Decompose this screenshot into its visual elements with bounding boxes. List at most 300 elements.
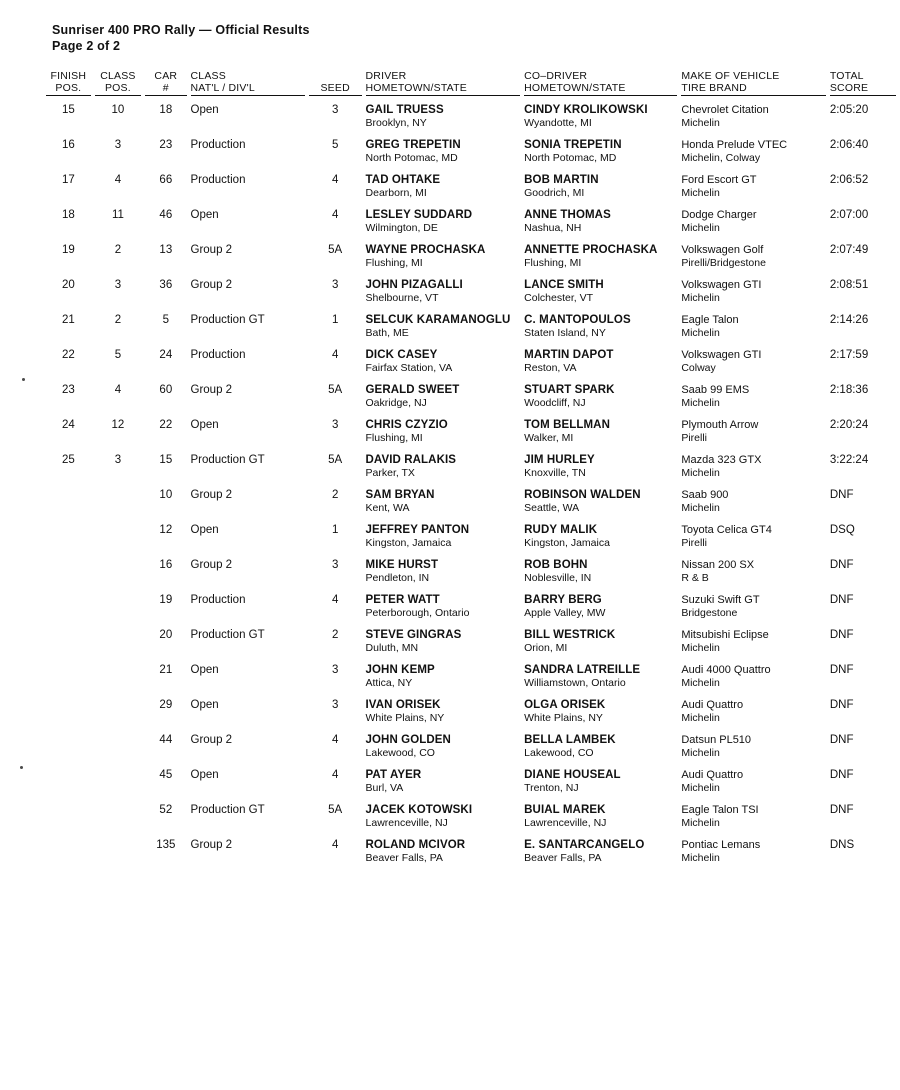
column-header-total-score: TOTAL SCORE <box>830 70 900 97</box>
tire-brand: Michelin <box>681 712 720 724</box>
class-pos-value: 3 <box>114 279 122 291</box>
tire-brand: Michelin <box>681 292 720 304</box>
cell-class <box>191 760 309 795</box>
cell-total-score <box>830 655 900 690</box>
cell-car-number <box>145 235 190 270</box>
vehicle-make: Suzuki Swift GT <box>681 594 760 606</box>
cell-codriver <box>524 270 681 305</box>
seed-value: 5A <box>328 804 343 816</box>
cell-total-score <box>830 620 900 655</box>
tire-brand: Pirelli <box>681 432 707 444</box>
cell-class <box>191 97 309 130</box>
cell-total-score <box>830 725 900 760</box>
cell-codriver <box>524 830 681 865</box>
car-number-value: 15 <box>159 454 173 466</box>
table-row <box>46 130 900 165</box>
cell-class <box>191 340 309 375</box>
column-header-class-pos: CLASS POS. <box>95 70 145 97</box>
cell-total-score <box>830 445 900 480</box>
driver-name: JOHN KEMP <box>365 664 435 676</box>
cell-car-number <box>145 130 190 165</box>
car-number-value: 19 <box>159 594 173 606</box>
total-score-value: 2:14:26 <box>829 314 869 326</box>
cell-make <box>681 340 830 375</box>
seed-value: 4 <box>331 349 339 361</box>
cell-class <box>191 690 309 725</box>
car-number-value: 135 <box>156 839 176 851</box>
cell-driver <box>366 375 525 410</box>
driver-name: LESLEY SUDDARD <box>365 209 473 221</box>
table-row <box>46 305 900 340</box>
table-row <box>46 340 900 375</box>
vehicle-make: Datsun PL510 <box>681 734 752 746</box>
cell-make <box>681 830 830 865</box>
driver-name: JEFFREY PANTON <box>365 524 470 536</box>
class-pos-value: 2 <box>114 314 122 326</box>
finish-pos-value: 18 <box>61 209 75 221</box>
cell-codriver <box>524 410 681 445</box>
cell-seed <box>309 97 366 130</box>
cell-codriver <box>524 445 681 480</box>
cell-codriver <box>524 655 681 690</box>
driver-hometown: Kent, WA <box>365 502 410 514</box>
tire-brand: Michelin <box>681 852 720 864</box>
driver-hometown: Shelbourne, VT <box>365 292 439 304</box>
cell-driver <box>366 550 525 585</box>
table-row <box>46 515 900 550</box>
car-number-value: 36 <box>159 279 173 291</box>
driver-hometown: Parker, TX <box>365 467 415 479</box>
cell-finish-pos <box>46 585 95 620</box>
total-score-value: DNF <box>829 734 854 746</box>
cell-make <box>681 235 830 270</box>
vehicle-make: Saab 900 <box>681 489 729 501</box>
cell-class-pos <box>95 375 145 410</box>
cell-class-pos <box>95 200 145 235</box>
cell-make <box>681 550 830 585</box>
codriver-name: ROB BOHN <box>524 559 588 571</box>
cell-make <box>681 200 830 235</box>
cell-finish-pos <box>46 97 95 130</box>
vehicle-make: Pontiac Lemans <box>681 839 761 851</box>
codriver-hometown: Flushing, MI <box>524 257 582 269</box>
cell-make <box>681 585 830 620</box>
cell-car-number <box>145 445 190 480</box>
table-row <box>46 270 900 305</box>
cell-finish-pos <box>46 725 95 760</box>
finish-pos-value: 22 <box>61 349 75 361</box>
car-number-value: 10 <box>159 489 173 501</box>
tire-brand: Pirelli/Bridgestone <box>681 257 766 269</box>
seed-value: 5A <box>328 454 343 466</box>
tire-brand: Michelin <box>681 117 720 129</box>
seed-value: 5A <box>328 244 343 256</box>
car-number-value: 16 <box>159 559 173 571</box>
codriver-name: ANNE THOMAS <box>524 209 611 221</box>
total-score-value: DNF <box>829 559 854 571</box>
codriver-name: CINDY KROLIKOWSKI <box>524 104 648 116</box>
codriver-name: JIM HURLEY <box>524 454 595 466</box>
cell-finish-pos <box>46 200 95 235</box>
driver-name: IVAN ORISEK <box>365 699 441 711</box>
cell-total-score <box>830 200 900 235</box>
codriver-name: ANNETTE PROCHASKA <box>524 244 658 256</box>
driver-name: JOHN PIZAGALLI <box>365 279 463 291</box>
cell-class-pos <box>95 305 145 340</box>
total-score-value: DNF <box>829 804 854 816</box>
class-pos-value: 12 <box>111 419 125 431</box>
total-score-value: 2:20:24 <box>829 419 869 431</box>
table-header <box>46 70 900 97</box>
table-row <box>46 200 900 235</box>
cell-car-number <box>145 725 190 760</box>
car-number-value: 46 <box>159 209 173 221</box>
table-row <box>46 760 900 795</box>
codriver-hometown: Walker, MI <box>524 432 574 444</box>
cell-driver <box>366 515 525 550</box>
cell-codriver <box>524 795 681 830</box>
cell-finish-pos <box>46 655 95 690</box>
vehicle-make: Audi 4000 Quattro <box>681 664 771 676</box>
column-header-car-number: CAR # <box>145 70 190 97</box>
cell-make <box>681 620 830 655</box>
class-value: Open <box>190 104 219 116</box>
driver-hometown: Flushing, MI <box>365 432 423 444</box>
cell-driver <box>366 445 525 480</box>
codriver-hometown: Wyandotte, MI <box>524 117 592 129</box>
class-pos-value: 5 <box>114 349 122 361</box>
seed-value: 1 <box>331 524 339 536</box>
class-value: Production GT <box>190 314 265 326</box>
cell-make <box>681 655 830 690</box>
cell-class-pos <box>95 760 145 795</box>
class-value: Production GT <box>190 804 265 816</box>
driver-name: JACEK KOTOWSKI <box>365 804 473 816</box>
seed-value: 2 <box>331 629 339 641</box>
table-row <box>46 480 900 515</box>
car-number-value: 5 <box>162 314 170 326</box>
tire-brand: Michelin <box>681 467 720 479</box>
driver-hometown: Peterborough, Ontario <box>365 607 470 619</box>
cell-total-score <box>830 585 900 620</box>
car-number-value: 60 <box>159 384 173 396</box>
cell-codriver <box>524 585 681 620</box>
finish-pos-value: 17 <box>61 174 75 186</box>
cell-make <box>681 97 830 130</box>
page-title <box>52 22 310 54</box>
class-value: Production <box>190 174 246 186</box>
cell-seed <box>309 585 366 620</box>
class-pos-value: 3 <box>114 139 122 151</box>
seed-value: 2 <box>331 489 339 501</box>
finish-pos-value: 19 <box>61 244 75 256</box>
driver-hometown: Burl, VA <box>365 782 404 794</box>
table-row <box>46 410 900 445</box>
cell-make <box>681 690 830 725</box>
tire-brand: Michelin <box>681 817 720 829</box>
table-row <box>46 550 900 585</box>
cell-class <box>191 235 309 270</box>
class-value: Open <box>190 524 219 536</box>
seed-value: 3 <box>331 559 339 571</box>
total-score-value: 2:08:51 <box>829 279 869 291</box>
vehicle-make: Volkswagen GTI <box>681 279 762 291</box>
cell-car-number <box>145 655 190 690</box>
cell-seed <box>309 655 366 690</box>
cell-finish-pos <box>46 795 95 830</box>
cell-driver <box>366 480 525 515</box>
cell-driver <box>366 620 525 655</box>
codriver-hometown: Nashua, NH <box>524 222 582 234</box>
cell-class <box>191 410 309 445</box>
cell-class <box>191 130 309 165</box>
driver-name: WAYNE PROCHASKA <box>365 244 486 256</box>
car-number-value: 12 <box>159 524 173 536</box>
vehicle-make: Audi Quattro <box>681 769 744 781</box>
class-value: Group 2 <box>190 559 233 571</box>
cell-seed <box>309 795 366 830</box>
codriver-hometown: Woodcliff, NJ <box>524 397 586 409</box>
cell-seed <box>309 725 366 760</box>
cell-make <box>681 725 830 760</box>
total-score-value: 2:05:20 <box>829 104 869 116</box>
cell-car-number <box>145 550 190 585</box>
seed-value: 5A <box>328 384 343 396</box>
cell-total-score <box>830 235 900 270</box>
class-value: Open <box>190 419 219 431</box>
vehicle-make: Eagle Talon <box>681 314 739 326</box>
cell-class-pos <box>95 830 145 865</box>
codriver-hometown: Beaver Falls, PA <box>524 852 602 864</box>
tire-brand: Michelin <box>681 502 720 514</box>
cell-car-number <box>145 760 190 795</box>
cell-finish-pos <box>46 515 95 550</box>
cell-codriver <box>524 515 681 550</box>
table-row <box>46 375 900 410</box>
codriver-hometown: Lakewood, CO <box>524 747 594 759</box>
class-value: Group 2 <box>190 734 233 746</box>
driver-hometown: North Potomac, MD <box>365 152 458 164</box>
codriver-hometown: White Plains, NY <box>524 712 603 724</box>
codriver-hometown: Trenton, NJ <box>524 782 579 794</box>
cell-car-number <box>145 830 190 865</box>
driver-hometown: Wilmington, DE <box>365 222 438 234</box>
cell-class <box>191 550 309 585</box>
cell-class <box>191 585 309 620</box>
codriver-hometown: Seattle, WA <box>524 502 580 514</box>
driver-hometown: Dearborn, MI <box>365 187 427 199</box>
vehicle-make: Saab 99 EMS <box>681 384 750 396</box>
codriver-name: ROBINSON WALDEN <box>524 489 641 501</box>
page-label: Page 2 of 2 <box>52 39 121 53</box>
cell-codriver <box>524 550 681 585</box>
tire-brand: Michelin <box>681 397 720 409</box>
class-value: Open <box>190 769 219 781</box>
codriver-hometown: Orion, MI <box>524 642 568 654</box>
table-row <box>46 165 900 200</box>
codriver-hometown: Apple Valley, MW <box>524 607 606 619</box>
cell-total-score <box>830 165 900 200</box>
cell-class-pos <box>95 725 145 760</box>
driver-hometown: Attica, NY <box>365 677 413 689</box>
cell-class-pos <box>95 130 145 165</box>
cell-class-pos <box>95 515 145 550</box>
cell-total-score <box>830 690 900 725</box>
cell-codriver <box>524 340 681 375</box>
cell-car-number <box>145 340 190 375</box>
cell-driver <box>366 305 525 340</box>
cell-make <box>681 165 830 200</box>
vehicle-make: Honda Prelude VTEC <box>681 139 788 151</box>
codriver-name: STUART SPARK <box>524 384 615 396</box>
cell-finish-pos <box>46 270 95 305</box>
cell-class <box>191 200 309 235</box>
class-value: Production <box>190 594 246 606</box>
seed-value: 3 <box>331 699 339 711</box>
cell-seed <box>309 200 366 235</box>
cell-seed <box>309 690 366 725</box>
cell-make <box>681 480 830 515</box>
finish-pos-value: 21 <box>61 314 75 326</box>
codriver-hometown: Kingston, Jamaica <box>524 537 610 549</box>
cell-make <box>681 375 830 410</box>
tire-brand: Michelin <box>681 677 720 689</box>
car-number-value: 24 <box>159 349 173 361</box>
cell-codriver <box>524 200 681 235</box>
cell-driver <box>366 97 525 130</box>
cell-class-pos <box>95 445 145 480</box>
driver-name: ROLAND MCIVOR <box>365 839 466 851</box>
cell-make <box>681 760 830 795</box>
cell-car-number <box>145 410 190 445</box>
car-number-value: 52 <box>159 804 173 816</box>
cell-seed <box>309 830 366 865</box>
cell-driver <box>366 235 525 270</box>
cell-make <box>681 795 830 830</box>
codriver-hometown: Lawrenceville, NJ <box>524 817 607 829</box>
cell-total-score <box>830 480 900 515</box>
driver-hometown: Pendleton, IN <box>365 572 430 584</box>
cell-finish-pos <box>46 445 95 480</box>
table-body <box>46 97 900 865</box>
total-score-value: DNF <box>829 489 854 501</box>
total-score-value: DNS <box>829 839 855 851</box>
codriver-name: BARRY BERG <box>524 594 602 606</box>
class-value: Production GT <box>190 629 265 641</box>
cell-finish-pos <box>46 620 95 655</box>
table-row <box>46 795 900 830</box>
cell-total-score <box>830 97 900 130</box>
cell-codriver <box>524 725 681 760</box>
vehicle-make: Volkswagen GTI <box>681 349 762 361</box>
cell-finish-pos <box>46 235 95 270</box>
table-row <box>46 830 900 865</box>
driver-hometown: Oakridge, NJ <box>365 397 427 409</box>
tire-brand: Colway <box>681 362 716 374</box>
tire-brand: Michelin <box>681 642 720 654</box>
driver-name: JOHN GOLDEN <box>365 734 451 746</box>
cell-make <box>681 515 830 550</box>
cell-total-score <box>830 130 900 165</box>
class-pos-value: 10 <box>111 104 125 116</box>
total-score-value: DNF <box>829 594 854 606</box>
driver-hometown: Brooklyn, NY <box>365 117 427 129</box>
car-number-value: 44 <box>159 734 173 746</box>
table-row <box>46 97 900 130</box>
cell-make <box>681 270 830 305</box>
cell-driver <box>366 165 525 200</box>
cell-class-pos <box>95 795 145 830</box>
scan-artifact <box>20 766 23 769</box>
driver-hometown: Lakewood, CO <box>365 747 435 759</box>
finish-pos-value: 25 <box>61 454 75 466</box>
cell-car-number <box>145 480 190 515</box>
seed-value: 4 <box>331 174 339 186</box>
codriver-name: RUDY MALIK <box>524 524 598 536</box>
seed-value: 5 <box>331 139 339 151</box>
total-score-value: 2:17:59 <box>829 349 869 361</box>
tire-brand: Michelin <box>681 782 720 794</box>
driver-hometown: Flushing, MI <box>365 257 423 269</box>
total-score-value: DSQ <box>829 524 855 536</box>
class-value: Group 2 <box>190 839 233 851</box>
class-value: Production <box>190 349 246 361</box>
total-score-value: DNF <box>829 629 854 641</box>
cell-class-pos <box>95 480 145 515</box>
class-value: Production <box>190 139 246 151</box>
class-value: Group 2 <box>190 384 233 396</box>
finish-pos-value: 20 <box>61 279 75 291</box>
cell-seed <box>309 235 366 270</box>
column-header-make-of-vehicle: MAKE OF VEHICLE TIRE BRAND <box>681 70 830 97</box>
codriver-hometown: Staten Island, NY <box>524 327 606 339</box>
total-score-value: DNF <box>829 664 854 676</box>
cell-class-pos <box>95 235 145 270</box>
cell-make <box>681 410 830 445</box>
cell-total-score <box>830 375 900 410</box>
cell-finish-pos <box>46 760 95 795</box>
cell-car-number <box>145 270 190 305</box>
cell-class <box>191 480 309 515</box>
codriver-hometown: Reston, VA <box>524 362 577 374</box>
cell-codriver <box>524 165 681 200</box>
codriver-name: SANDRA LATREILLE <box>524 664 641 676</box>
cell-codriver <box>524 130 681 165</box>
driver-hometown: Duluth, MN <box>365 642 419 654</box>
codriver-hometown: North Potomac, MD <box>524 152 617 164</box>
tire-brand: Michelin, Colway <box>681 152 761 164</box>
cell-car-number <box>145 97 190 130</box>
cell-driver <box>366 795 525 830</box>
cell-seed <box>309 480 366 515</box>
cell-codriver <box>524 97 681 130</box>
tire-brand: Pirelli <box>681 537 707 549</box>
cell-driver <box>366 830 525 865</box>
class-value: Group 2 <box>190 244 233 256</box>
seed-value: 3 <box>331 419 339 431</box>
column-header-seed: SEED <box>309 70 366 97</box>
driver-hometown: Kingston, Jamaica <box>365 537 452 549</box>
total-score-value: 2:07:00 <box>829 209 869 221</box>
class-value: Open <box>190 209 219 221</box>
cell-finish-pos <box>46 340 95 375</box>
cell-class-pos <box>95 410 145 445</box>
total-score-value: 2:06:52 <box>829 174 869 186</box>
car-number-value: 45 <box>159 769 173 781</box>
cell-finish-pos <box>46 410 95 445</box>
cell-codriver <box>524 375 681 410</box>
scan-artifact <box>22 378 25 381</box>
